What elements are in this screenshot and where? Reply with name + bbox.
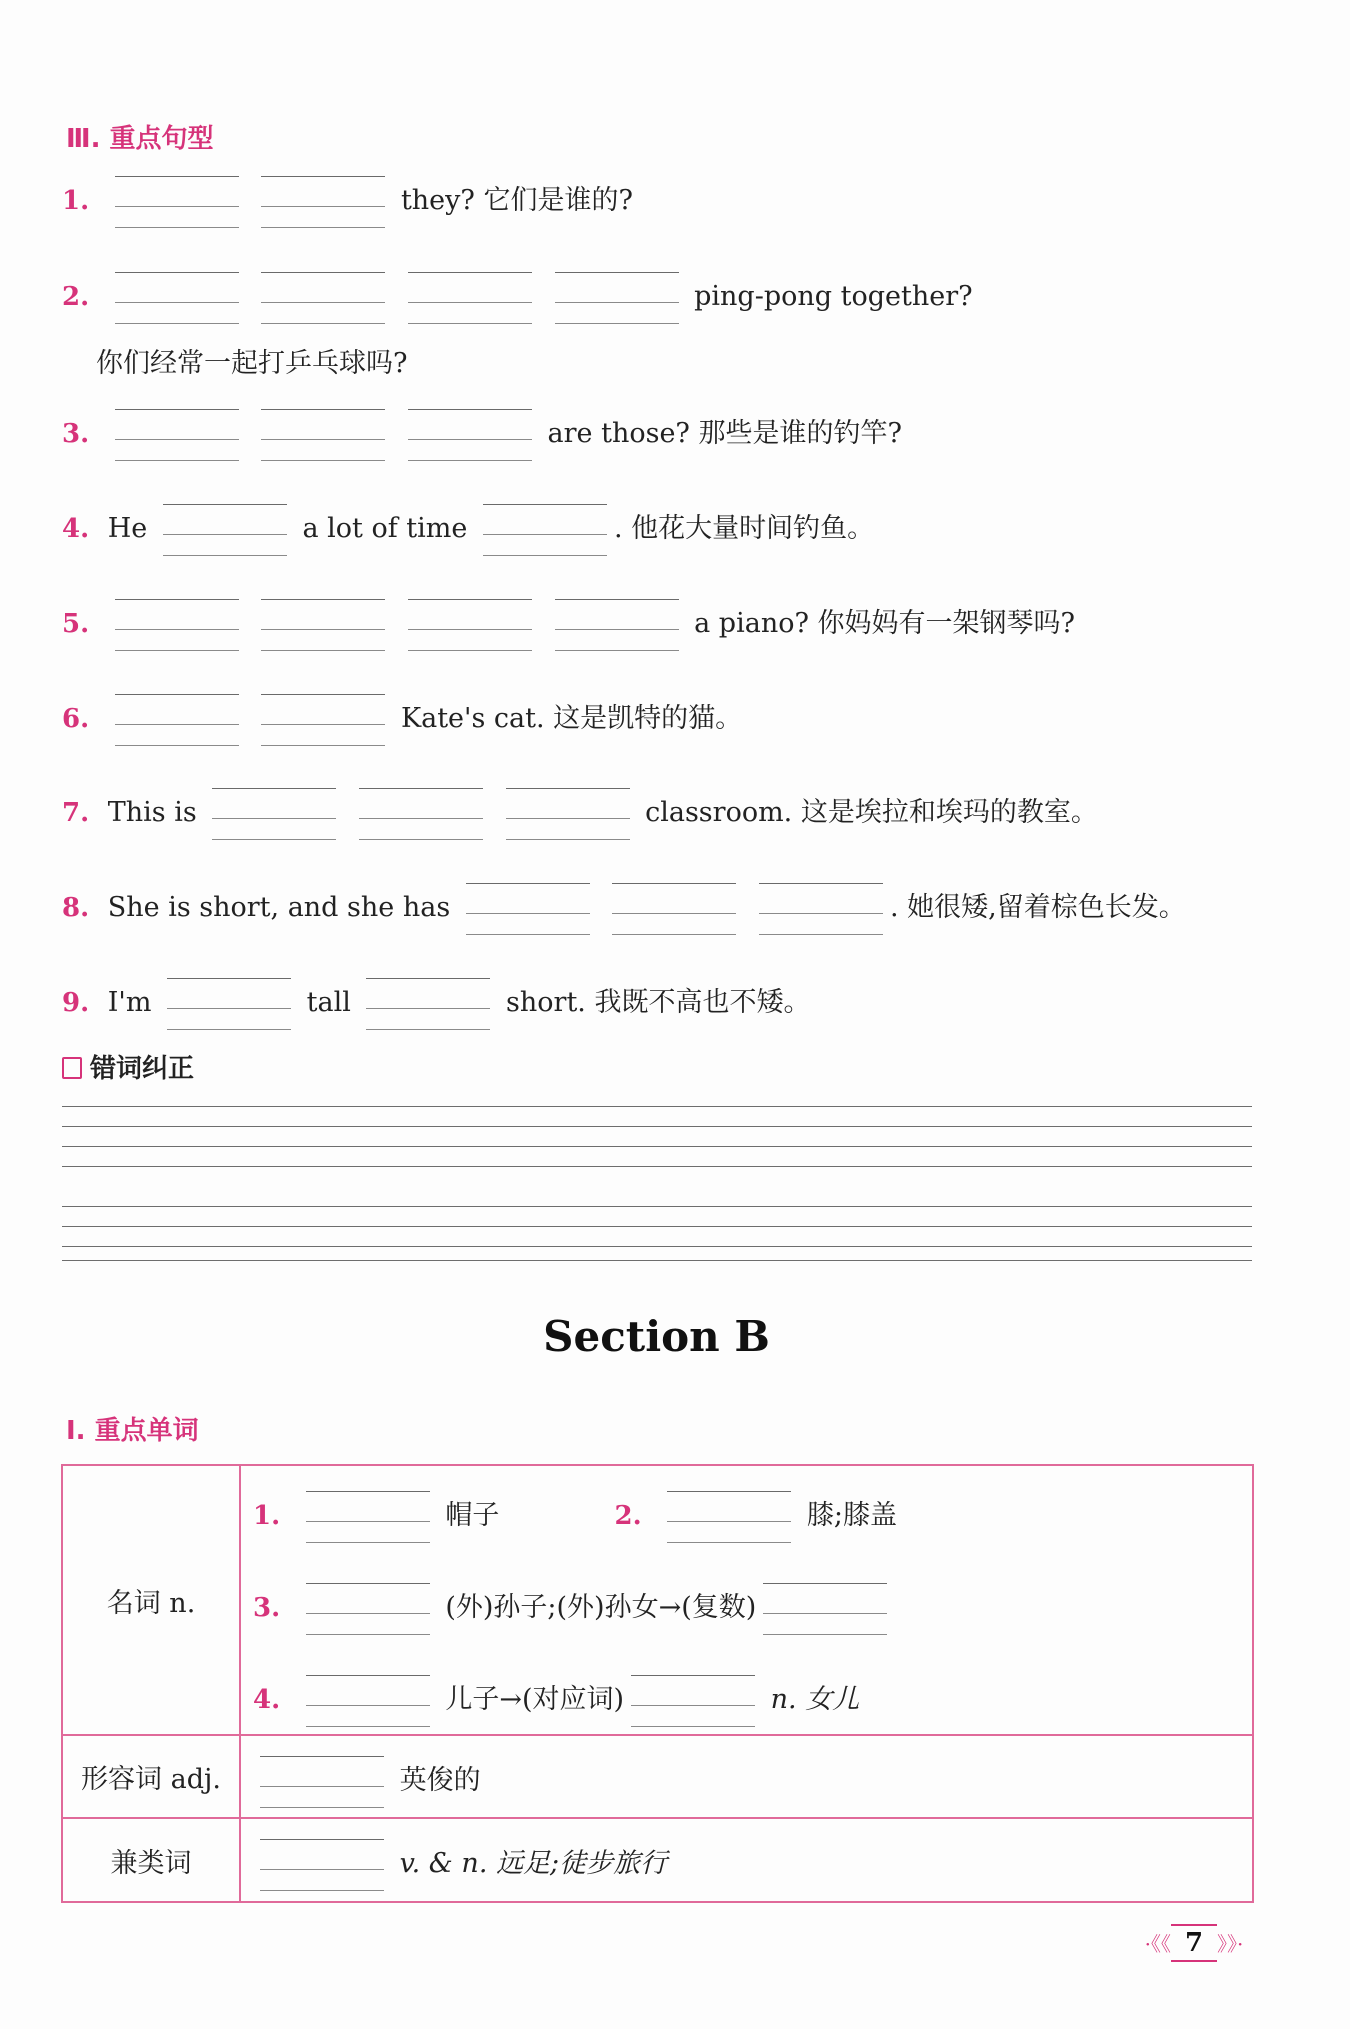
answer-blank[interactable] (261, 268, 385, 326)
item-number: 5. (62, 608, 90, 639)
answer-blank[interactable] (466, 879, 590, 937)
answer-blank[interactable] (261, 690, 385, 748)
word-meaning: 英俊的 (399, 1764, 481, 1796)
writing-line[interactable] (62, 1166, 1252, 1167)
sentence-text: classroom. 这是埃拉和埃玛的教室。 (645, 797, 1098, 828)
answer-blank[interactable] (115, 405, 239, 463)
word-meaning: 帽子 (445, 1500, 500, 1531)
item-number: 8. (62, 892, 90, 923)
adj-line (241, 1752, 1252, 1802)
answer-blank[interactable] (612, 879, 736, 937)
sentence-text: . 她很矮,留着棕色长发。 (889, 892, 1186, 923)
vocabulary-table (61, 1464, 1254, 1903)
item-number: 3. (253, 1592, 281, 1623)
item-number: 1. (62, 185, 90, 216)
item-number: 7. (62, 797, 90, 828)
sentence-item-1 (62, 172, 1290, 222)
answer-blank[interactable] (408, 268, 532, 326)
item-number: 2. (614, 1500, 642, 1531)
writing-line[interactable] (62, 1226, 1252, 1227)
section-b-title: Section B (543, 1312, 770, 1361)
answer-blank[interactable] (260, 1835, 384, 1893)
writing-line[interactable] (62, 1206, 1252, 1207)
sentence-text: She is short, and she has (107, 892, 451, 923)
answer-blank[interactable] (306, 1671, 430, 1729)
answer-blank[interactable] (359, 784, 483, 842)
sentence-text: . 他花大量时间钓鱼。 (613, 513, 875, 544)
sentence-text: they? 它们是谁的? (400, 185, 633, 216)
answer-blank[interactable] (261, 595, 385, 653)
sentence-item-9 (62, 974, 1290, 1024)
answer-blank[interactable] (483, 500, 607, 558)
word-meaning: 儿子→(对应词) (445, 1684, 625, 1715)
sentence-item-2 (62, 268, 1290, 318)
answer-blank[interactable] (555, 595, 679, 653)
item-number: 3. (62, 418, 90, 449)
error-correction-label: 错词纠正 (90, 1054, 195, 1084)
answer-blank[interactable] (260, 1752, 384, 1810)
answer-blank[interactable] (115, 268, 239, 326)
writing-line[interactable] (62, 1106, 1252, 1107)
item-number: 6. (62, 703, 90, 734)
sentence-item-5 (62, 595, 1290, 645)
noun-cell (240, 1465, 1253, 1735)
writing-line[interactable] (62, 1246, 1252, 1247)
sentence-item-8 (62, 879, 1290, 929)
adj-cell (240, 1735, 1253, 1818)
sentence-item-6 (62, 690, 1290, 740)
noun-label: 名词 n. (62, 1465, 240, 1735)
sentence-text: He (107, 513, 148, 544)
sentence-text: Kate's cat. 这是凯特的猫。 (400, 703, 743, 734)
page-number: 7 (1171, 1924, 1217, 1962)
answer-blank[interactable] (163, 500, 287, 558)
sentence-text: This is (107, 797, 197, 828)
answer-blank[interactable] (555, 268, 679, 326)
answer-blank[interactable] (261, 405, 385, 463)
word-meaning: (外)孙子;(外)孙女→(复数) (445, 1592, 757, 1623)
writing-line[interactable] (62, 1126, 1252, 1127)
item-number: 4. (62, 513, 90, 544)
answer-blank[interactable] (115, 595, 239, 653)
multi-class-label: 兼类词 (62, 1818, 240, 1902)
word-meaning: n. 女儿 (770, 1684, 860, 1715)
section-3-heading: Ⅲ. 重点句型 (66, 124, 214, 154)
sentence-text: tall (306, 987, 351, 1018)
answer-blank[interactable] (115, 172, 239, 230)
section-b-heading: Ⅰ. 重点单词 (66, 1416, 199, 1446)
multi-class-line (241, 1835, 1252, 1885)
sentence-text: a lot of time (302, 513, 468, 544)
noun-row (62, 1465, 1253, 1735)
item-number: 1. (253, 1500, 281, 1531)
sentence-item-4 (62, 500, 1290, 550)
writing-line[interactable] (62, 1146, 1252, 1147)
answer-blank[interactable] (631, 1671, 755, 1729)
sentence-item-3 (62, 405, 1290, 455)
adj-label: 形容词 adj. (62, 1735, 240, 1818)
item-number: 9. (62, 987, 90, 1018)
answer-blank[interactable] (763, 1579, 887, 1637)
noun-line-1 (241, 1487, 1252, 1537)
answer-blank[interactable] (306, 1579, 430, 1637)
sentence-item-7 (62, 784, 1290, 834)
noun-line-3 (241, 1579, 1252, 1629)
answer-blank[interactable] (667, 1487, 791, 1545)
multi-class-cell (240, 1818, 1253, 1902)
answer-blank[interactable] (261, 172, 385, 230)
answer-blank[interactable] (306, 1487, 430, 1545)
page-number-badge (1135, 1923, 1253, 1963)
page-deco-right: 》》· (1217, 1932, 1244, 1956)
sentence-text: are those? 那些是谁的钓竿? (547, 418, 902, 449)
noun-line-4 (241, 1671, 1252, 1721)
note-icon (62, 1057, 82, 1079)
page-deco-left: ·《《 (1144, 1932, 1171, 1956)
word-meaning: 膝;膝盖 (806, 1500, 897, 1531)
error-correction-title (62, 1048, 194, 1085)
adj-row (62, 1735, 1253, 1818)
answer-blank[interactable] (408, 595, 532, 653)
answer-blank[interactable] (115, 690, 239, 748)
answer-blank[interactable] (506, 784, 630, 842)
answer-blank[interactable] (408, 405, 532, 463)
sentence-text: short. 我既不高也不矮。 (506, 987, 811, 1018)
answer-blank[interactable] (759, 879, 883, 937)
answer-blank[interactable] (212, 784, 336, 842)
word-meaning: v. & n. 远足;徒步旅行 (399, 1848, 668, 1879)
answer-blank[interactable] (167, 974, 291, 1032)
sentence-text: I'm (107, 987, 152, 1018)
sentence-text: a piano? 你妈妈有一架钢琴吗? (694, 608, 1075, 639)
item-number: 2. (62, 281, 90, 312)
multi-class-row (62, 1818, 1253, 1902)
sentence-text: ping-pong together? (694, 281, 973, 312)
item-2-translation: 你们经常一起打乒乓球吗? (96, 348, 408, 379)
item-number: 4. (253, 1684, 281, 1715)
writing-line[interactable] (62, 1260, 1252, 1261)
answer-blank[interactable] (366, 974, 490, 1032)
